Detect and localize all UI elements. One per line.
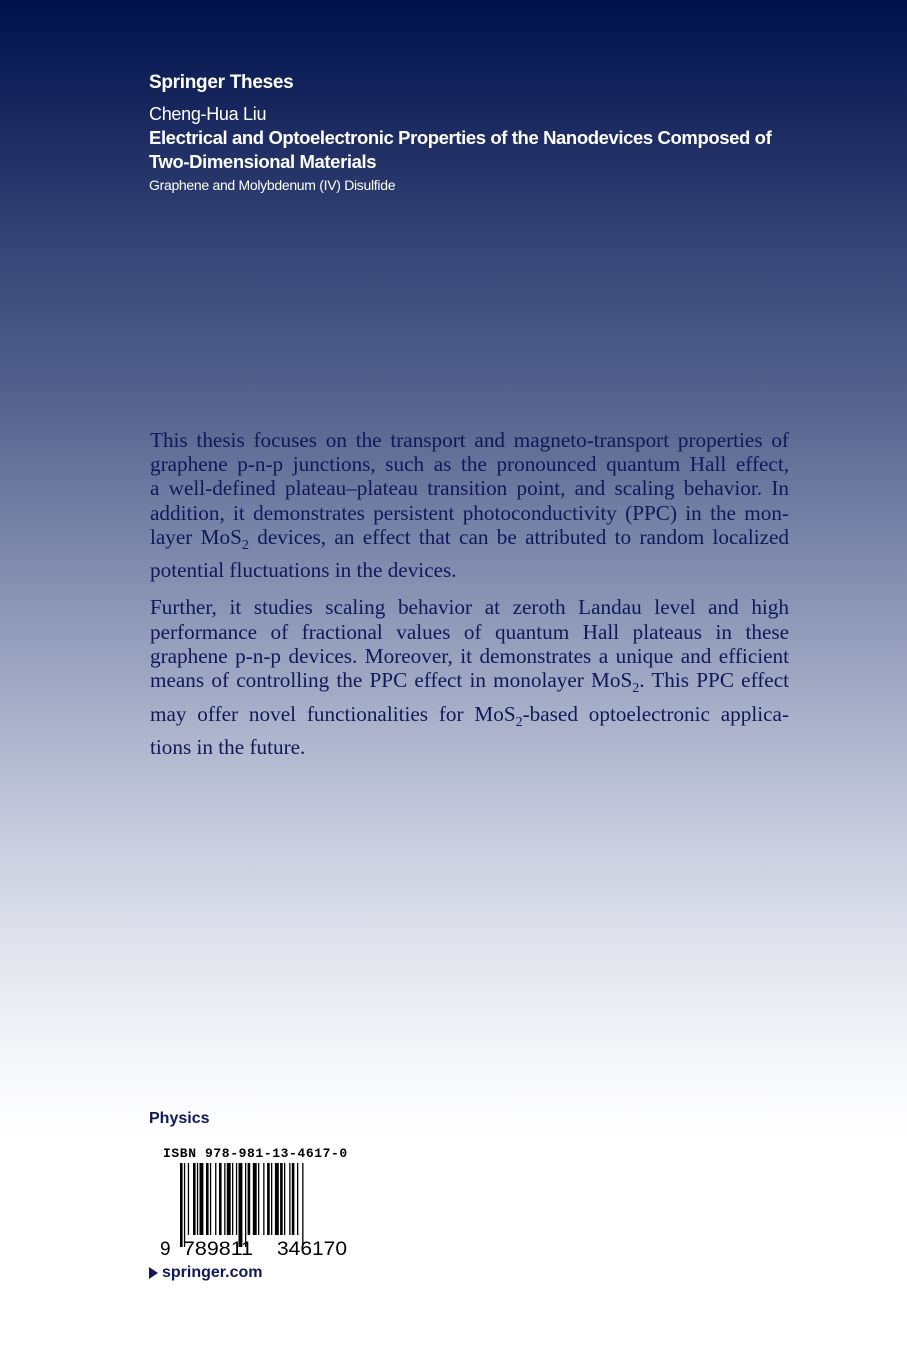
barcode-bar [292, 1163, 295, 1235]
barcode-bar [236, 1163, 237, 1235]
barcode-bar [271, 1163, 272, 1235]
subject-label: Physics [149, 1110, 210, 1127]
barcode-bar [206, 1163, 209, 1235]
book-title-line-2: Two-Dimensional Materials [149, 151, 377, 172]
barcode-digit-lead: 9 [160, 1239, 171, 1258]
barcode-bar [227, 1163, 231, 1235]
blurb-line [150, 702, 789, 735]
book-title-line-1: Electrical and Optoelectronic Properties of the Nanodevices Composed of [149, 127, 772, 148]
blurb-text: . This PPC effect [639, 668, 790, 693]
barcode-bar [200, 1163, 204, 1235]
blurb-line: addition, it demonstrates persistent photoconductivity (PPC) in the mon- [150, 500, 789, 525]
barcode-bar [197, 1163, 198, 1235]
blurb-line: performance of fractional values of quantum Hall plateaus in these [150, 619, 789, 644]
series-name: Springer Theses [149, 72, 294, 93]
barcode-bar [215, 1163, 216, 1235]
barcode-bar [232, 1163, 233, 1235]
barcode-bar [302, 1163, 303, 1247]
barcode-bar [224, 1163, 225, 1235]
blurb-paragraph-2 [150, 595, 789, 759]
blurb-text: -based optoelectronic applica- [522, 701, 789, 726]
blurb-line: graphene p-n-p devices. Moreover, it demonstrates a unique and efficient [150, 643, 789, 668]
blurb-line: tions in the future. [150, 734, 306, 759]
barcode-bar [253, 1163, 257, 1235]
barcode-bar [188, 1163, 189, 1235]
blurb-text: layer MoS [150, 524, 242, 549]
subscript: 2 [515, 714, 523, 730]
barcode-bar [275, 1163, 279, 1235]
blurb-line: potential fluctuations in the devices. [150, 558, 457, 583]
blurb-paragraph-1 [150, 428, 789, 582]
book-title [149, 126, 789, 174]
barcode-bar [239, 1163, 243, 1247]
blurb-line: a well-defined plateau–plateau transition point, and scaling behavior. In [150, 476, 789, 501]
barcode-bar [280, 1163, 283, 1235]
site-label: springer.com [162, 1264, 263, 1281]
author-name: Cheng-Hua Liu [149, 104, 267, 124]
barcode-bar [284, 1163, 285, 1235]
subscript: 2 [241, 538, 249, 554]
arrow-right-icon [149, 1267, 158, 1279]
barcode-bar [245, 1163, 246, 1247]
subscript: 2 [632, 681, 640, 697]
cover-header [149, 72, 789, 193]
book-subtitle: Graphene and Molybdenum (IV) Disulfide [149, 177, 396, 193]
blurb-line: graphene p-n-p junctions, such as the pronounced quantum Hall effect, [150, 452, 789, 477]
springer-link[interactable] [149, 1264, 262, 1282]
blurb-text: devices, an effect that can be attributed to random localized [248, 524, 789, 549]
blurb-line [150, 525, 789, 558]
barcode-bar [297, 1163, 298, 1235]
blurb-text: means of controlling the PPC effect in monolayer MoS [150, 668, 633, 693]
barcode-bar [258, 1163, 259, 1235]
isbn-label: ISBN 978-981-13-4617-0 [163, 1146, 348, 1161]
isbn-barcode [160, 1163, 360, 1258]
barcode-bar [184, 1163, 185, 1247]
barcode-bar [263, 1163, 264, 1235]
barcode-bar [210, 1163, 211, 1235]
barcode-digits-left: 789811 [183, 1239, 253, 1258]
blurb-text: may offer novel functionalities for MoS [150, 701, 516, 726]
blurb-line [150, 668, 789, 701]
barcode-bar [289, 1163, 290, 1235]
barcode-bar [219, 1163, 222, 1235]
barcode-bar [180, 1163, 183, 1247]
blurb-line: Further, it studies scaling behavior at zeroth Landau level and high [150, 595, 789, 620]
barcode-digits-right: 346170 [277, 1239, 347, 1258]
blurb-line: This thesis focuses on the transport and magneto-transport properties of [150, 428, 789, 452]
book-blurb [150, 428, 789, 772]
barcode-bar [267, 1163, 270, 1235]
barcode-bar [193, 1163, 196, 1235]
barcode-bar [248, 1163, 251, 1235]
